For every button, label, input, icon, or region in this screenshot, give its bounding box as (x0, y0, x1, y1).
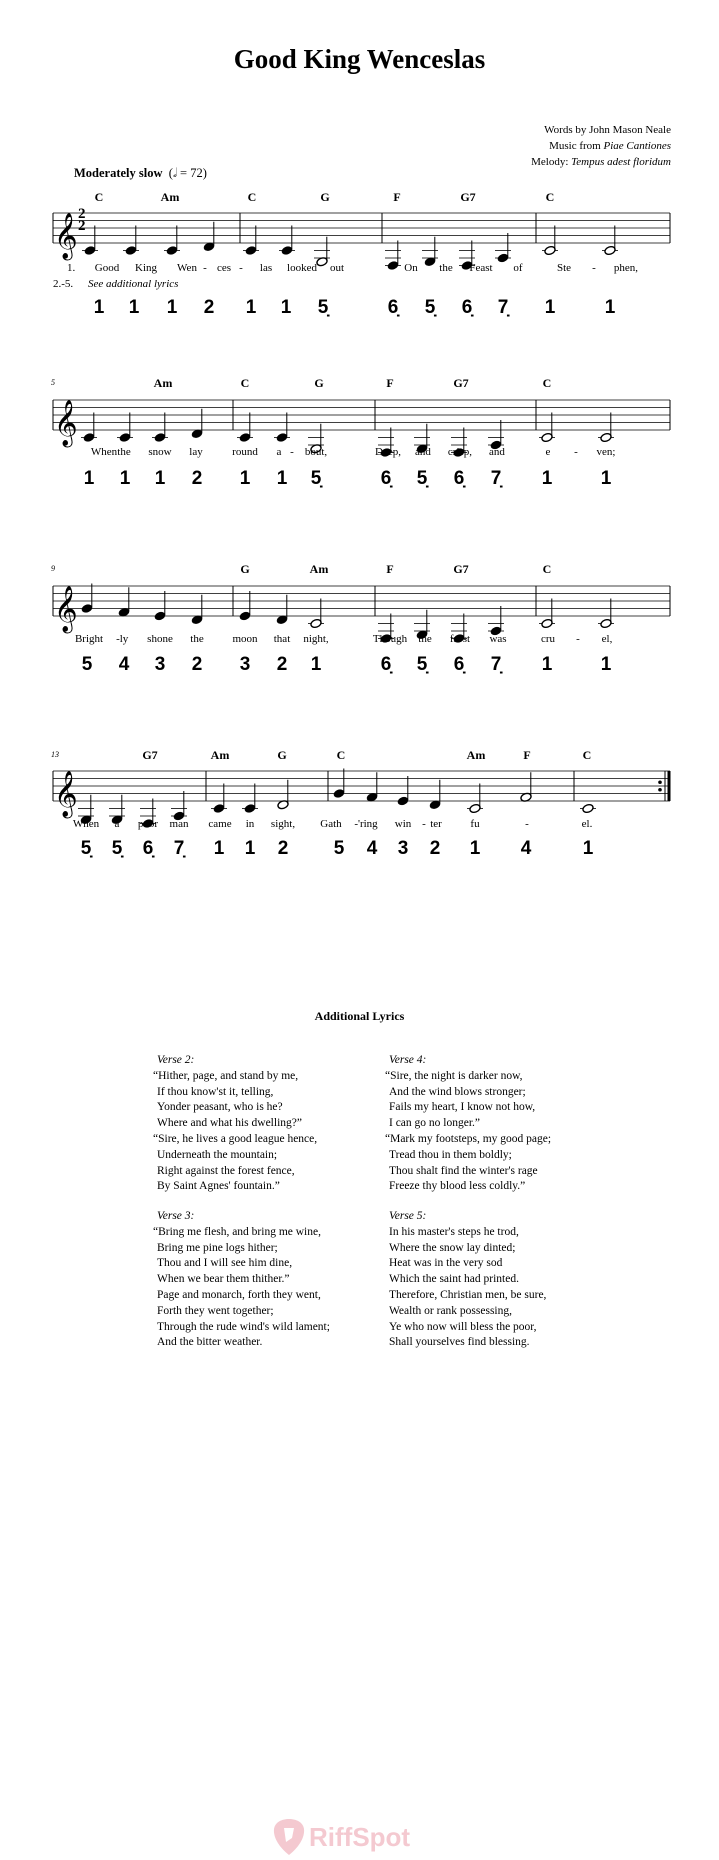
note (366, 772, 378, 802)
lyric-syllable: round (232, 446, 258, 458)
note-number: 2 (203, 297, 215, 318)
verse-line: Shall yourselves find blessing. (389, 1336, 530, 1349)
lyric-syllable: - (592, 262, 596, 274)
note (539, 413, 555, 443)
note-number: 1 (239, 468, 251, 489)
note (467, 784, 483, 814)
notehead (84, 245, 96, 255)
note-number: 1 (310, 654, 322, 675)
lyric-syllable: came (208, 818, 232, 830)
note-number: 1 (166, 297, 178, 318)
chord-symbol: G7 (453, 562, 469, 576)
notehead (154, 611, 166, 621)
verse-line: Where and what his dwelling?” (157, 1117, 302, 1130)
note-number: 1 (276, 468, 288, 489)
note-number: 1 (469, 838, 481, 859)
verse-line: Heat was in the very sod (389, 1257, 503, 1270)
note (123, 226, 139, 256)
lyric-syllable: - (116, 633, 120, 645)
note-number: 4 (520, 838, 532, 859)
lyric-syllable: a (114, 818, 120, 830)
lyric-syllable: frost (449, 633, 471, 645)
verse-number: 1. (67, 262, 76, 274)
lyric-syllable: King (135, 262, 157, 274)
note (237, 413, 253, 443)
riffspot-logo-text: RiffSpot (309, 1821, 411, 1852)
note-number: 2 (429, 838, 441, 859)
note-number: 1 (541, 654, 553, 675)
notehead (397, 796, 409, 806)
notehead (125, 245, 137, 255)
lyric-syllable: the (439, 262, 453, 274)
notehead (541, 618, 553, 628)
note (191, 409, 203, 439)
note-number: 4 (118, 654, 130, 675)
verse-label: Verse 4: (389, 1054, 427, 1066)
note (333, 769, 345, 799)
chord-symbol: C (542, 376, 552, 390)
lyric-syllable: On (404, 262, 418, 274)
song-title: Good King Wenceslas (233, 44, 486, 74)
note-number: 5̣ (416, 468, 428, 489)
lyric-syllable: phen, (613, 262, 639, 274)
lyric-syllable: ces (216, 262, 232, 274)
note (520, 772, 532, 802)
chord-symbol: C (542, 562, 552, 576)
note-number: 5̣ (310, 468, 322, 489)
note (191, 595, 203, 625)
notehead (582, 803, 594, 813)
verse-line: “Sire, the night is darker now, (385, 1069, 523, 1082)
chord-symbol: C (247, 190, 257, 204)
verse-line: If thou know'st it, telling, (157, 1085, 274, 1098)
lyric-syllable: Wen (177, 262, 197, 274)
verse-line: In his master's steps he trod, (389, 1225, 519, 1238)
lyric-syllable: When (72, 818, 100, 830)
note (429, 780, 441, 810)
note (598, 599, 614, 629)
notehead (276, 432, 288, 442)
note (385, 241, 401, 271)
note-number: 1 (280, 297, 292, 318)
lyric-syllable: sight, (270, 818, 296, 830)
lyric-syllable: in (245, 818, 255, 830)
chord-symbol: F (386, 562, 394, 576)
note-number: 5̣ (317, 297, 329, 318)
verse-line: And the bitter weather. (157, 1336, 263, 1349)
note-number: 6̣ (461, 297, 473, 318)
note-number: 2 (191, 468, 203, 489)
notehead (83, 432, 95, 442)
guitar-pick-icon (272, 1818, 306, 1856)
lyric-syllable: -'ring (354, 818, 378, 830)
note (164, 226, 180, 256)
chord-symbol: F (393, 190, 401, 204)
chord-symbol: Am (210, 748, 230, 762)
verse-line: Page and monarch, forth they went, (157, 1288, 321, 1301)
chord-symbol: G (240, 562, 250, 576)
sheet-music-staves (0, 0, 719, 880)
chord-symbol: F (523, 748, 531, 762)
verse-line: Where the snow lay dinted; (389, 1241, 516, 1254)
lyric-syllable: cru (540, 633, 556, 645)
note (539, 599, 555, 629)
chord-symbol: C (582, 748, 592, 762)
verse-line: Yonder peasant, who is he? (157, 1101, 283, 1114)
measure-number: 9 (51, 564, 55, 573)
verse-label: Verse 5: (389, 1210, 427, 1222)
treble-clef-icon: 𝄞 (54, 400, 78, 446)
lyric-syllable: When (90, 446, 118, 458)
chord-symbol: C (545, 190, 555, 204)
chord-symbol: F (386, 376, 394, 390)
lyric-syllable: Gath (320, 818, 342, 830)
note-number: 2 (191, 654, 203, 675)
notehead (600, 618, 612, 628)
lyric-syllable: moon (232, 633, 258, 645)
verse-line: Thou and I will see him dine, (157, 1257, 293, 1270)
verse-line: “Mark my footsteps, my good page; (385, 1132, 552, 1145)
lyric-syllable: - (574, 446, 578, 458)
verse-label: Verse 3: (157, 1210, 195, 1222)
note (242, 784, 258, 814)
note (495, 233, 511, 263)
lyric-syllable: - (203, 262, 207, 274)
note (239, 591, 251, 621)
note-number: 5̣ (111, 838, 123, 859)
verse-line: Which the saint had printed. (389, 1273, 519, 1286)
lyric-syllable: Deep, (375, 446, 401, 458)
verse-line: Right against the forest fence, (157, 1164, 295, 1177)
lyric-syllable: lay (189, 446, 203, 458)
note-number: 1 (544, 297, 556, 318)
lyric-syllable: Though (372, 633, 408, 645)
chord-symbol: Am (153, 376, 173, 390)
note-number: 6̣ (380, 468, 392, 489)
note (117, 413, 133, 443)
note-number: 2 (276, 654, 288, 675)
note-number: 1 (600, 468, 612, 489)
note (243, 226, 259, 256)
lyric-syllable: that (273, 633, 291, 645)
verse-line: Tread thou in them boldly; (389, 1148, 512, 1161)
lyric-syllable: the (117, 446, 131, 458)
verse-line: Therefore, Christian men, be sure, (389, 1288, 547, 1301)
notehead (245, 245, 257, 255)
verse-line: When we bear them thither.” (157, 1273, 290, 1286)
notehead (544, 245, 556, 255)
riffspot-logo (272, 1818, 410, 1856)
note-number: 1 (600, 654, 612, 675)
notehead (81, 603, 93, 613)
lyric-syllable: fu (470, 818, 480, 830)
chord-symbol: G (320, 190, 330, 204)
see-additional-lyrics-note: See additional lyrics (88, 278, 179, 290)
note-number: 6̣ (453, 654, 465, 675)
note (279, 226, 295, 256)
note-number: 1 (244, 838, 256, 859)
measure-number: 13 (51, 750, 59, 759)
notehead (541, 432, 553, 442)
lyric-syllable: ly (119, 633, 129, 645)
verse-line: “Bring me flesh, and bring me wine, (153, 1225, 321, 1238)
notehead (497, 253, 509, 263)
note (602, 226, 618, 256)
note (203, 222, 215, 252)
words-credit: Words by John Mason Neale (544, 124, 671, 136)
treble-clef-icon: 𝄞 (54, 771, 78, 817)
notehead (239, 611, 251, 621)
lyric-syllable: a (276, 446, 282, 458)
lyric-syllable: and (415, 446, 431, 458)
additional-lyrics-heading: Additional Lyrics (314, 1009, 405, 1023)
note (171, 791, 187, 821)
verse-label: Verse 2: (157, 1054, 195, 1066)
note-number: 2 (277, 838, 289, 859)
note-number: 1 (128, 297, 140, 318)
verse-line: Through the rude wind's wild lament; (157, 1320, 330, 1333)
chord-symbol: Am (309, 562, 329, 576)
lyric-syllable: ter (430, 818, 442, 830)
chord-symbol: G (277, 748, 287, 762)
note (542, 226, 558, 256)
repeat-dot (658, 788, 662, 792)
lyric-syllable: el, (601, 633, 613, 645)
lyric-syllable: - (290, 446, 294, 458)
treble-clef-icon: 𝄞 (54, 586, 78, 632)
time-signature: 2 2 (78, 206, 86, 234)
note-number: 7̣ (173, 838, 185, 859)
verse-number: 2.-5. (53, 278, 74, 290)
verse-line: Forth they went together; (157, 1304, 274, 1317)
verse-line: “Hither, page, and stand by me, (153, 1069, 299, 1082)
notehead (213, 803, 225, 813)
note-number: 1 (93, 297, 105, 318)
note-number: 6̣ (142, 838, 154, 859)
note-number: 1 (541, 468, 553, 489)
note-number: 7̣ (490, 468, 502, 489)
verse-line: Ye who now will bless the poor, (389, 1320, 537, 1333)
lyric-syllable: the (190, 633, 204, 645)
lyric-syllable: snow (148, 446, 172, 458)
note-number: 5̣ (416, 654, 428, 675)
note-number: 3 (397, 838, 409, 859)
verse-line: Bring me pine logs hither; (157, 1241, 278, 1254)
tempo-marking: Moderately slow (𝅗𝅥 = 72) (74, 166, 207, 180)
chord-symbol: G7 (142, 748, 158, 762)
note (397, 776, 409, 806)
note-number: 6̣ (453, 468, 465, 489)
verse-line: And the wind blows stronger; (389, 1085, 526, 1098)
chord-symbol: C (94, 190, 104, 204)
verse-line: “Sire, he lives a good league hence, (153, 1132, 318, 1145)
note-number: 7̣ (490, 654, 502, 675)
note-number: 1 (154, 468, 166, 489)
note (81, 584, 93, 614)
note (598, 413, 614, 443)
notehead (600, 432, 612, 442)
note-number: 1 (245, 297, 257, 318)
repeat-dot (658, 780, 662, 784)
note (276, 595, 288, 625)
verse-block-3 (153, 1209, 330, 1351)
lyric-syllable: - (576, 633, 580, 645)
chord-symbol: Am (160, 190, 180, 204)
chord-symbol: Am (466, 748, 486, 762)
note-number: 5 (81, 654, 93, 675)
notehead (239, 432, 251, 442)
notehead (604, 245, 616, 255)
verse-line: By Saint Agnes' fountain.” (157, 1180, 280, 1193)
note-number: 5̣ (80, 838, 92, 859)
note-number: 5 (333, 838, 345, 859)
lyric-syllable: el. (581, 818, 593, 830)
verse-block-2 (153, 1053, 317, 1195)
note (211, 784, 227, 814)
verse-block-5 (385, 1209, 546, 1351)
note-number: 1 (213, 838, 225, 859)
lyric-syllable: the (418, 633, 432, 645)
notehead (281, 245, 293, 255)
note-number: 1 (604, 297, 616, 318)
notehead (166, 245, 178, 255)
lyric-syllable: was (489, 633, 507, 645)
note-number: 7̣ (497, 297, 509, 318)
lyric-syllable: of (513, 262, 523, 274)
lyric-syllable: crisp, (447, 446, 473, 458)
note-number: 1 (582, 838, 594, 859)
note (277, 780, 289, 810)
notehead (119, 432, 131, 442)
music-credit: Music from Piae Cantiones (549, 140, 671, 152)
lyric-syllable: - (239, 262, 243, 274)
treble-clef-icon: 𝄞 (54, 213, 78, 259)
notehead (244, 803, 256, 813)
note-number: 5̣ (424, 297, 436, 318)
lyric-syllable: poor (137, 818, 159, 830)
notehead (333, 788, 345, 798)
verse-line: Freeze thy blood less coldly.” (389, 1180, 526, 1193)
lyric-syllable: bout, (304, 446, 328, 458)
lyric-syllable: Good (94, 262, 120, 274)
lyric-syllable: ven; (596, 446, 616, 458)
note-number: 3 (239, 654, 251, 675)
verse-line: Wealth or rank possessing, (389, 1304, 512, 1317)
lyric-syllable: Bright (74, 633, 104, 645)
chord-symbol: G (314, 376, 324, 390)
lyric-syllable: Feast (469, 262, 493, 274)
notehead (154, 432, 166, 442)
lyric-syllable: out (329, 262, 345, 274)
chord-symbol: C (336, 748, 346, 762)
melody-credit: Melody: Tempus adest floridum (531, 156, 671, 168)
note (580, 803, 596, 813)
note (81, 413, 97, 443)
note-number: 1 (83, 468, 95, 489)
chord-symbol: G7 (460, 190, 476, 204)
verse-line: Thou shalt find the winter's rage (389, 1164, 538, 1177)
note-number: 1 (119, 468, 131, 489)
note-number: 6̣ (387, 297, 399, 318)
lyric-syllable: shone (147, 633, 173, 645)
notehead (310, 618, 322, 628)
notehead (469, 803, 481, 813)
note (118, 587, 130, 617)
note (274, 413, 290, 443)
lyric-syllable: and (489, 446, 505, 458)
verse-line: Fails my heart, I know not how, (389, 1101, 536, 1114)
note (422, 237, 438, 267)
note (154, 591, 166, 621)
measure-number: 5 (51, 378, 55, 387)
lyric-syllable: las (259, 262, 273, 274)
lyric-syllable: - (525, 818, 529, 830)
lyric-syllable: man (169, 818, 189, 830)
lyric-syllable: Ste (556, 262, 572, 274)
note (308, 599, 324, 629)
lyric-syllable: win (394, 818, 412, 830)
lyric-syllable: looked (287, 262, 317, 274)
notehead (387, 260, 399, 270)
verse-line: I can go no longer.” (389, 1117, 481, 1130)
verse-block-4 (385, 1053, 551, 1195)
note-number: 3 (154, 654, 166, 675)
verse-line: Underneath the mountain; (157, 1148, 278, 1161)
lyric-syllable: night, (303, 633, 329, 645)
note-number: 6̣ (380, 654, 392, 675)
lyric-syllable: e (545, 446, 551, 458)
lyric-syllable: - (422, 818, 426, 830)
note (152, 413, 168, 443)
note-number: 4 (366, 838, 378, 859)
chord-symbol: G7 (453, 376, 469, 390)
note (488, 606, 504, 636)
chord-symbol: C (240, 376, 250, 390)
